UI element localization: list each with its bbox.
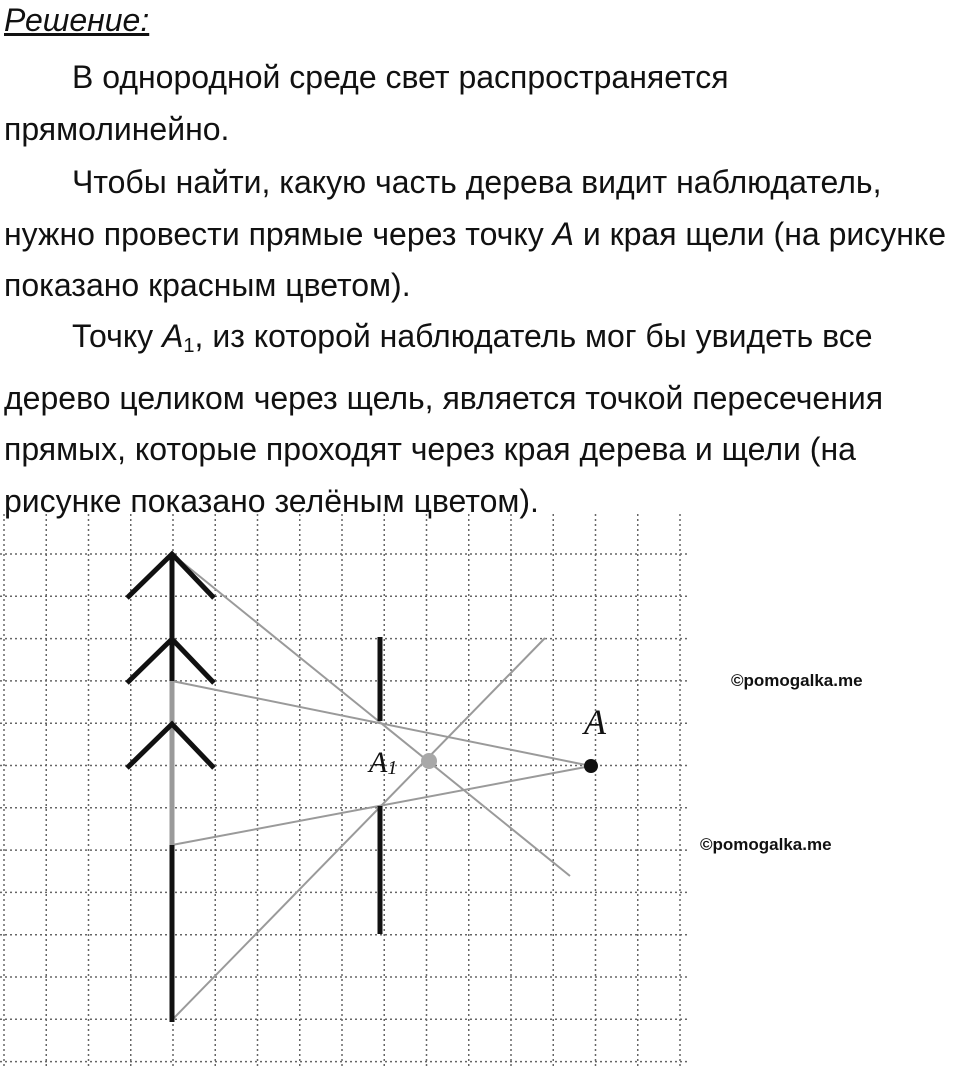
solution-heading: Решение: [4, 2, 150, 38]
sight-rays [172, 554, 591, 1020]
watermark-1: ©pomogalka.me [731, 671, 863, 690]
ray-treebase-through-slit [172, 638, 545, 1020]
paragraph-1-text: В однородной среде свет распространяется прямолинейно. [4, 59, 729, 147]
paragraph-3-point-label: A [162, 318, 184, 354]
paragraph-3-text-start: Точку [72, 318, 163, 354]
paragraph-3 [4, 311, 956, 527]
tree [127, 554, 214, 1022]
tree-slit-diagram [0, 512, 700, 1071]
point-a1-marker [421, 753, 437, 769]
grid [0, 514, 690, 1069]
paragraph-2 [4, 157, 956, 312]
point-a-label: A [584, 702, 606, 742]
paragraph-3-text-end: , из которой наблюдатель мог бы увидеть все дерево целиком через щель, является точкой пересечения прямых, которые проходят через края дерева и щели (на рисунке показано зелёным цветом). [4, 318, 884, 519]
point-a-marker [584, 759, 598, 773]
paragraph-3-point-subscript: 1 [183, 335, 195, 357]
paragraph-1 [4, 52, 956, 155]
paragraph-2-point-label: A [552, 215, 574, 252]
paragraph-2-text-end: и края щели (на рисунке показано красным цветом). [4, 215, 947, 303]
point-a1-label: A1 [369, 746, 398, 779]
paragraph-2-text-start: Чтобы найти, какую часть дерева видит наблюдатель, нужно провести прямые через точку [4, 164, 882, 252]
watermark-2: ©pomogalka.me [700, 835, 832, 854]
